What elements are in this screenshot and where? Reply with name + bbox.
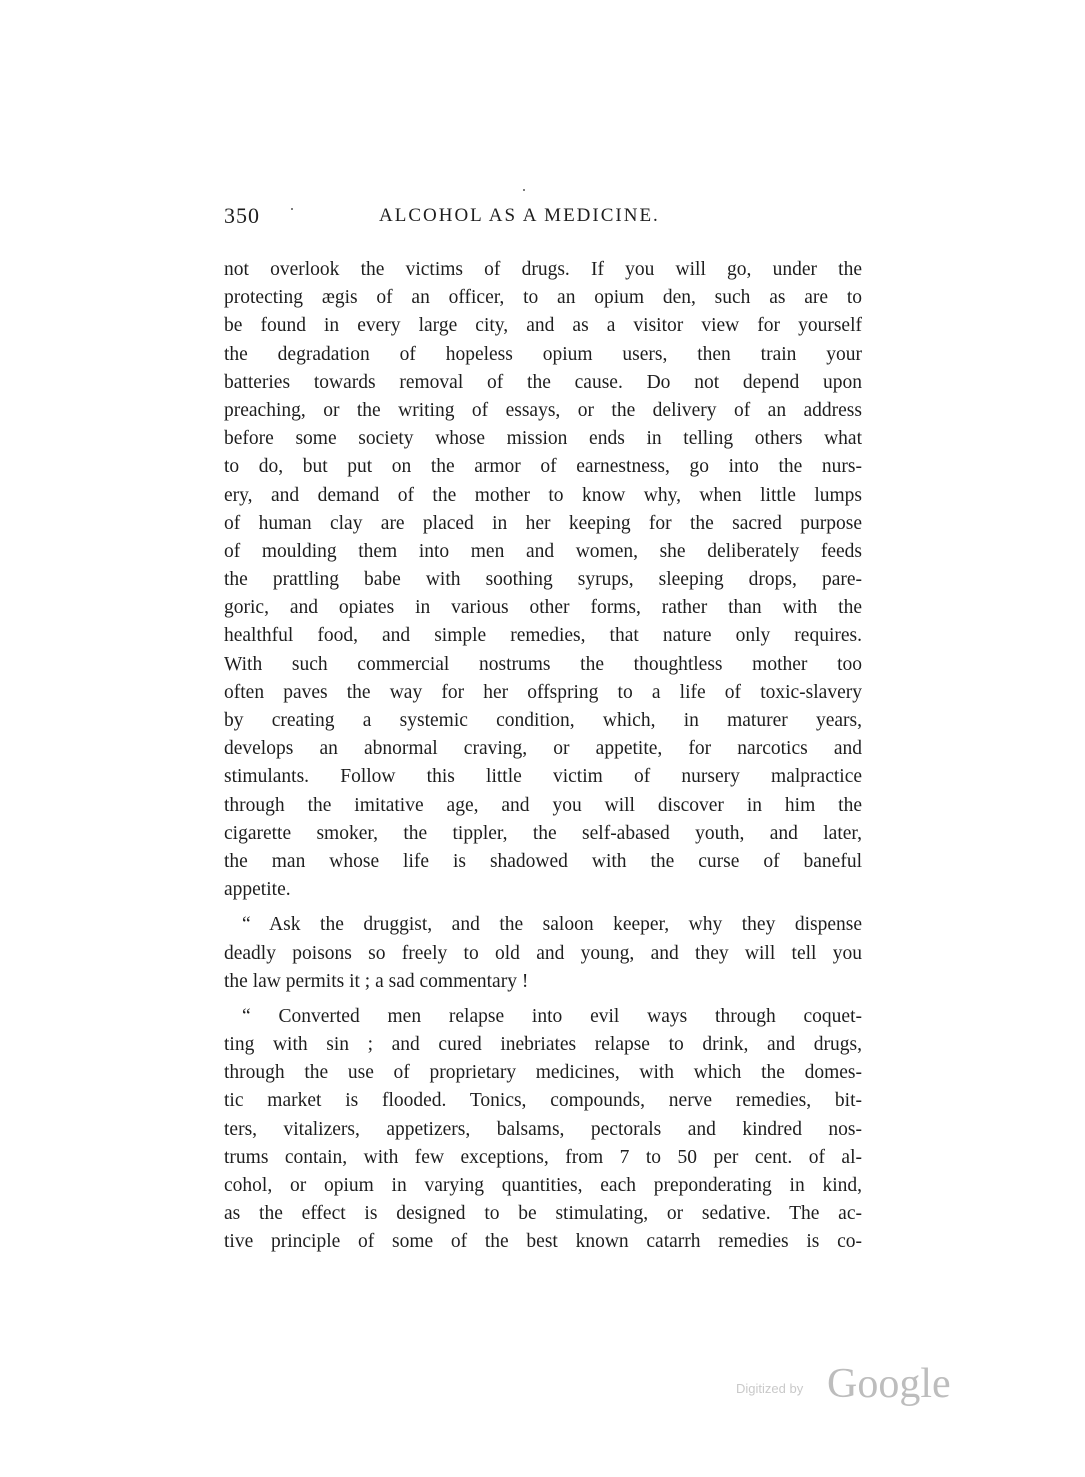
paragraph-gap <box>224 996 862 1003</box>
text-line: the man whose life is shadowed with the curse of baneful <box>224 850 862 872</box>
text-line: preaching, or the writing of essays, or the delivery of an address <box>224 399 862 421</box>
running-title: ALCOHOL AS A MEDICINE. <box>379 205 660 226</box>
text-line: through the use of proprietary medicines, with which the domes- <box>224 1062 862 1084</box>
google-logo: Google <box>827 1361 951 1407</box>
text-line: deadly poisons so freely to old and young, and they will tell you <box>224 942 862 964</box>
text-line: the degradation of hopeless opium users, then train your <box>224 343 862 365</box>
paragraph <box>224 256 862 904</box>
ink-speck <box>523 189 525 191</box>
digitized-by-google-watermark <box>736 1360 966 1410</box>
watermark-digitized-label: Digitized by <box>736 1381 804 1396</box>
text-line: of human clay are placed in her keeping for the sacred purpose <box>224 512 862 534</box>
text-line: tic market is flooded. Tonics, compounds, nerve remedies, bit- <box>224 1090 862 1112</box>
paragraph <box>224 1003 862 1257</box>
text-line: ting with sin ; and cured inebriates relapse to drink, and drugs, <box>224 1034 862 1056</box>
text-line: goric, and opiates in various other forms, rather than with the <box>224 597 862 619</box>
text-line: by creating a systemic condition, which, in maturer years, <box>224 710 862 731</box>
text-line: “ Ask the druggist, and the saloon keeper, why they dispense <box>242 914 862 936</box>
text-line: “ Converted men relapse into evil ways through coquet- <box>242 1005 862 1027</box>
text-line: appetite. <box>224 879 291 901</box>
text-line: tive principle of some of the best known catarrh remedies is co- <box>224 1231 862 1253</box>
text-line: not overlook the victims of drugs. If you will go, under the <box>224 259 862 280</box>
text-line: protecting ægis of an officer, to an opium den, such as are to <box>224 287 862 309</box>
page-header <box>224 203 862 235</box>
text-line: batteries towards removal of the cause. Do not depend upon <box>224 371 862 393</box>
text-line: often paves the way for her offspring to a life of toxic-slavery <box>224 681 862 703</box>
text-line: of moulding them into men and women, she deliberately feeds <box>224 540 862 562</box>
body-text <box>224 256 862 1257</box>
paragraph <box>224 911 862 996</box>
text-line: before some society whose mission ends in telling others what <box>224 428 862 450</box>
text-line: trums contain, with few exceptions, from 7 to 50 per cent. of al- <box>224 1146 862 1168</box>
text-line: the prattling babe with soothing syrups, sleeping drops, pare- <box>224 569 862 591</box>
page-number: 350 <box>224 203 260 228</box>
text-line: through the imitative age, and you will discover in him the <box>224 794 862 816</box>
text-line: ery, and demand of the mother to know why, when little lumps <box>224 484 862 506</box>
text-line: be found in every large city, and as a visitor view for yourself <box>224 315 862 337</box>
text-line: to do, but put on the armor of earnestness, go into the nurs- <box>224 456 862 478</box>
text-line: develops an abnormal craving, or appetite, for narcotics and <box>224 738 862 760</box>
text-line: stimulants. Follow this little victim of nursery malpractice <box>224 766 862 788</box>
text-line: as the effect is designed to be stimulating, or sedative. The ac- <box>224 1203 862 1225</box>
text-line: healthful food, and simple remedies, that nature only requires. <box>224 625 862 647</box>
text-line: cohol, or opium in varying quantities, each preponderating in kind, <box>224 1175 862 1196</box>
text-line: With such commercial nostrums the thoughtless mother too <box>224 653 862 675</box>
text-line: ters, vitalizers, appetizers, balsams, pectorals and kindred nos- <box>224 1118 862 1140</box>
paragraph-gap <box>224 904 862 911</box>
text-line: cigarette smoker, the tippler, the self-abased youth, and later, <box>224 822 862 844</box>
text-line: the law permits it ; a sad commentary ! <box>224 970 529 992</box>
